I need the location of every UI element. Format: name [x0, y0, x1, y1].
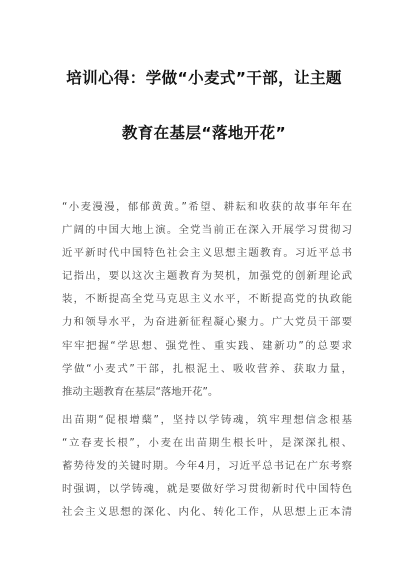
paragraph-1 [62, 196, 352, 404]
paragraph-line: 力和领导水平，为奋进新征程凝心聚力。广大党员干部要 [62, 316, 352, 329]
paragraph-line: 时强调，以学铸魂，就是要做好学习贯彻新时代中国特色 [62, 483, 352, 496]
paragraph-line: 推动主题教育在基层“落地开花”。 [62, 385, 219, 398]
paragraph-line: 近平新时代中国特色社会主义思想主题教育。习近平总书 [62, 247, 352, 260]
paragraph-line: 牢牢把握“学思想、强党性、重实践、建新功”的总要求 [62, 339, 352, 352]
paragraph-line: 装，不断提高全党马克思主义水平，不断提高党的执政能 [62, 293, 352, 306]
document-title-line-1: 培训心得：学做“小麦式”干部，让主题 [66, 69, 342, 87]
paragraph-2 [62, 409, 352, 524]
paragraph-line: 出苗期“促根增蘖”，坚持以学铸魂，筑牢理想信念根基 [62, 414, 352, 426]
paragraph-line: “小麦漫漫，郁郁黄黄。”希望、耕耘和收获的故事年年在 [62, 201, 352, 213]
paragraph-line: 蓄势待发的关键时期。今年4月，习近平总书记在广东考察 [62, 460, 352, 473]
paragraph-line: 广阔的中国大地上演。全党当前正在深入开展学习贯彻习 [62, 224, 352, 237]
paragraph-line: “立春麦长根”，小麦在出苗期生根长叶，是深深扎根、 [62, 437, 352, 450]
document-title-line-2: 教育在基层“落地开花” [121, 124, 287, 142]
paragraph-line: 学做“小麦式”干部，扎根泥土、吸收营养、获取力量， [62, 362, 352, 375]
paragraph-line: 社会主义思想的深化、内化、转化工作，从思想上正本清 [62, 506, 352, 519]
paragraph-line: 记指出，要以这次主题教育为契机，加强党的创新理论武 [62, 270, 352, 283]
